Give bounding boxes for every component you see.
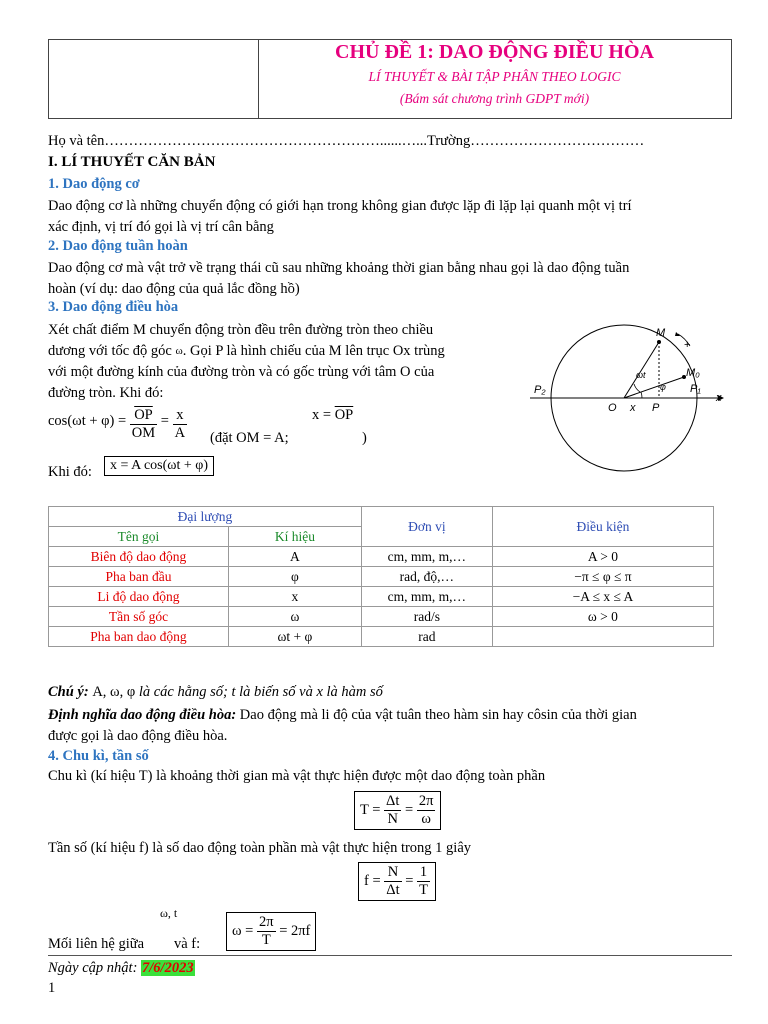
quantity-table [48,506,714,647]
cell-unit: cm, mm, m,… [361,587,492,607]
table-row [49,587,714,607]
rotation-arrow-head [675,332,680,336]
text-line: Dao động cơ là những chuyển động có giới hạn trong không gian được lặp đi lặp lại quanh một vị trí [48,198,632,214]
text-line: dương với tốc độ góc $^\omega$. Gọi P là hình chiếu của M lên trục Ox trùng [48,343,445,359]
omega-symbol: ω [175,345,183,357]
main-formula-box: x = A cos(ωt + φ) [104,456,214,476]
cell-unit: cm, mm, m,… [361,547,492,567]
cell-unit: rad [361,627,492,647]
cell-name: Li độ dao động [49,587,229,607]
header-box [48,39,732,119]
fraction-x-a: $\frac{x}{A}$ [174,407,186,441]
cell-symbol: ωt + φ [228,627,361,647]
label-p: P [652,402,660,414]
circle-diagram [530,322,730,472]
subsection-2-body [48,258,736,300]
cell-condition: −A ≤ x ≤ A [492,587,713,607]
table-row [49,627,714,647]
khi-do-label: Khi đó: [48,464,92,480]
label-m0: M₀ [686,367,700,379]
note-line [48,684,383,701]
doc-subtitle: LÍ THUYẾT & BÀI TẬP PHÂN THEO LOGIC [368,69,621,84]
cos-formula: cos(ωt + φ) = $\frac{\overline{OP}}{OM}$ = $\frac{x}{A}$ [48,407,186,441]
cell-name: Tần số góc [49,607,229,627]
label-p2: P₂ [534,384,546,396]
subsection-1-body [48,196,736,238]
definition-text: Dao động mà li độ của vật tuân theo hàm sin hay côsin của thời gian [239,707,637,723]
header-symbol: Kí hiệu [228,527,361,547]
footer-divider [48,955,732,956]
note-text: là các hằng số; t là biến số và x là hàm số [138,684,383,700]
period-text: Chu kì (kí hiệu T) là khoảng thời gian mà vật thực hiện được một dao động toàn phần [48,768,546,784]
cell-symbol: x [228,587,361,607]
cell-condition: A > 0 [492,547,713,567]
label-p1: P₁ [690,383,701,395]
x-eq-op: $x = \overline{OP}$ [312,407,354,423]
subsection-1-title: 1. Dao động cơ [48,176,140,192]
subsection-4-title: 4. Chu kì, tần số [48,748,149,764]
subsection-2-title: 2. Dao động tuần hoàn [48,238,188,254]
cell-symbol: ω [228,607,361,627]
footer-updated [48,960,195,977]
label-plus: + [684,339,691,351]
student-line: Họ và tên…………………………………………………......…...Trường……………………………… [48,133,645,149]
angle-wt-arc [634,384,640,392]
cell-unit: rad/s [361,607,492,627]
text-line: hoàn (ví dụ: dao động của quả lắc đồng hồ) [48,281,300,297]
header-unit: Đơn vị [361,507,492,547]
header-quantity: Đại lượng [49,507,362,527]
definition-block [48,705,736,747]
cell-unit: rad, độ,… [361,567,492,587]
table-row [49,567,714,587]
cell-name: Biên độ dao động [49,547,229,567]
page-number: 1 [48,980,56,996]
relation-formula: ω = $\frac{2\pi}{T}$ = 2πf [226,912,316,951]
updated-date: 7/6/2023 [142,960,194,976]
label-wt: ωt [636,370,646,380]
note-vars: A, ω, φ [92,684,136,700]
table-header-row [49,507,714,527]
cell-name: Pha ban đầu [49,567,229,587]
relation-vars: ω, t [160,906,178,920]
relation-and: và f: [174,936,201,952]
note-label: Chú ý: [48,684,89,700]
label-x-axis: x [716,392,722,404]
section-heading: I. LÍ THUYẾT CĂN BẢN [48,154,216,170]
label-phi: φ [660,382,666,392]
cell-condition [492,627,713,647]
table-row [49,547,714,567]
radius-om0 [624,377,684,398]
paren-close: ) [362,430,367,446]
point-m [657,340,661,344]
frequency-formula: f = $\frac{N}{\Delta t}$ = $\frac{1}{T}$ [358,862,436,901]
doc-title: CHỦ ĐỀ 1: DAO ĐỘNG ĐIỀU HÒA [335,41,654,63]
cell-condition: ω > 0 [492,607,713,627]
set-om-note: (đặt OM = A; [210,430,289,446]
label-x-small: x [630,402,636,414]
cell-name: Pha ban dao động [49,627,229,647]
relation-text: Mối liên hệ giữa [48,936,145,952]
subsection-3-body [48,320,526,404]
header-name: Tên gọi [49,527,229,547]
text-line: đường tròn. Khi đó: [48,385,164,401]
cell-symbol: φ [228,567,361,587]
cell-symbol: A [228,547,361,567]
label-o: O [608,402,617,414]
text-line: với một đường kính của đường tròn và có gốc trùng với tâm O của [48,364,435,380]
doc-note: (Bám sát chương trình GDPT mới) [399,91,590,106]
table-row [49,607,714,627]
updated-label: Ngày cập nhật: [48,960,138,976]
period-formula: T = $\frac{\Delta t}{N}$ = $\frac{2\pi}{\omega}$ [354,791,441,830]
header-condition: Điều kiện [492,507,713,547]
text-line: Dao động cơ mà vật trở về trạng thái cũ sau những khoảng thời gian bằng nhau gọi là dao động tuần [48,260,630,276]
subsection-3-title: 3. Dao động điều hòa [48,299,179,315]
label-m: M [656,327,666,339]
definition-line2: được gọi là dao động điều hòa. [48,728,228,744]
frequency-text: Tần số (kí hiệu f) là số dao động toàn phần mà vật thực hiện trong 1 giây [48,840,472,856]
definition-label: Định nghĩa dao động điều hòa: [48,707,237,723]
cell-condition: −π ≤ φ ≤ π [492,567,713,587]
text-line: Xét chất điểm M chuyển động tròn đều trên đường tròn theo chiều [48,322,434,338]
fraction-op-om: $\frac{\overline{OP}}{OM}$ [131,407,156,441]
text-line: xác định, vị trí đó gọi là vị trí cân bằng [48,219,274,235]
angle-phi-arc [641,392,642,398]
